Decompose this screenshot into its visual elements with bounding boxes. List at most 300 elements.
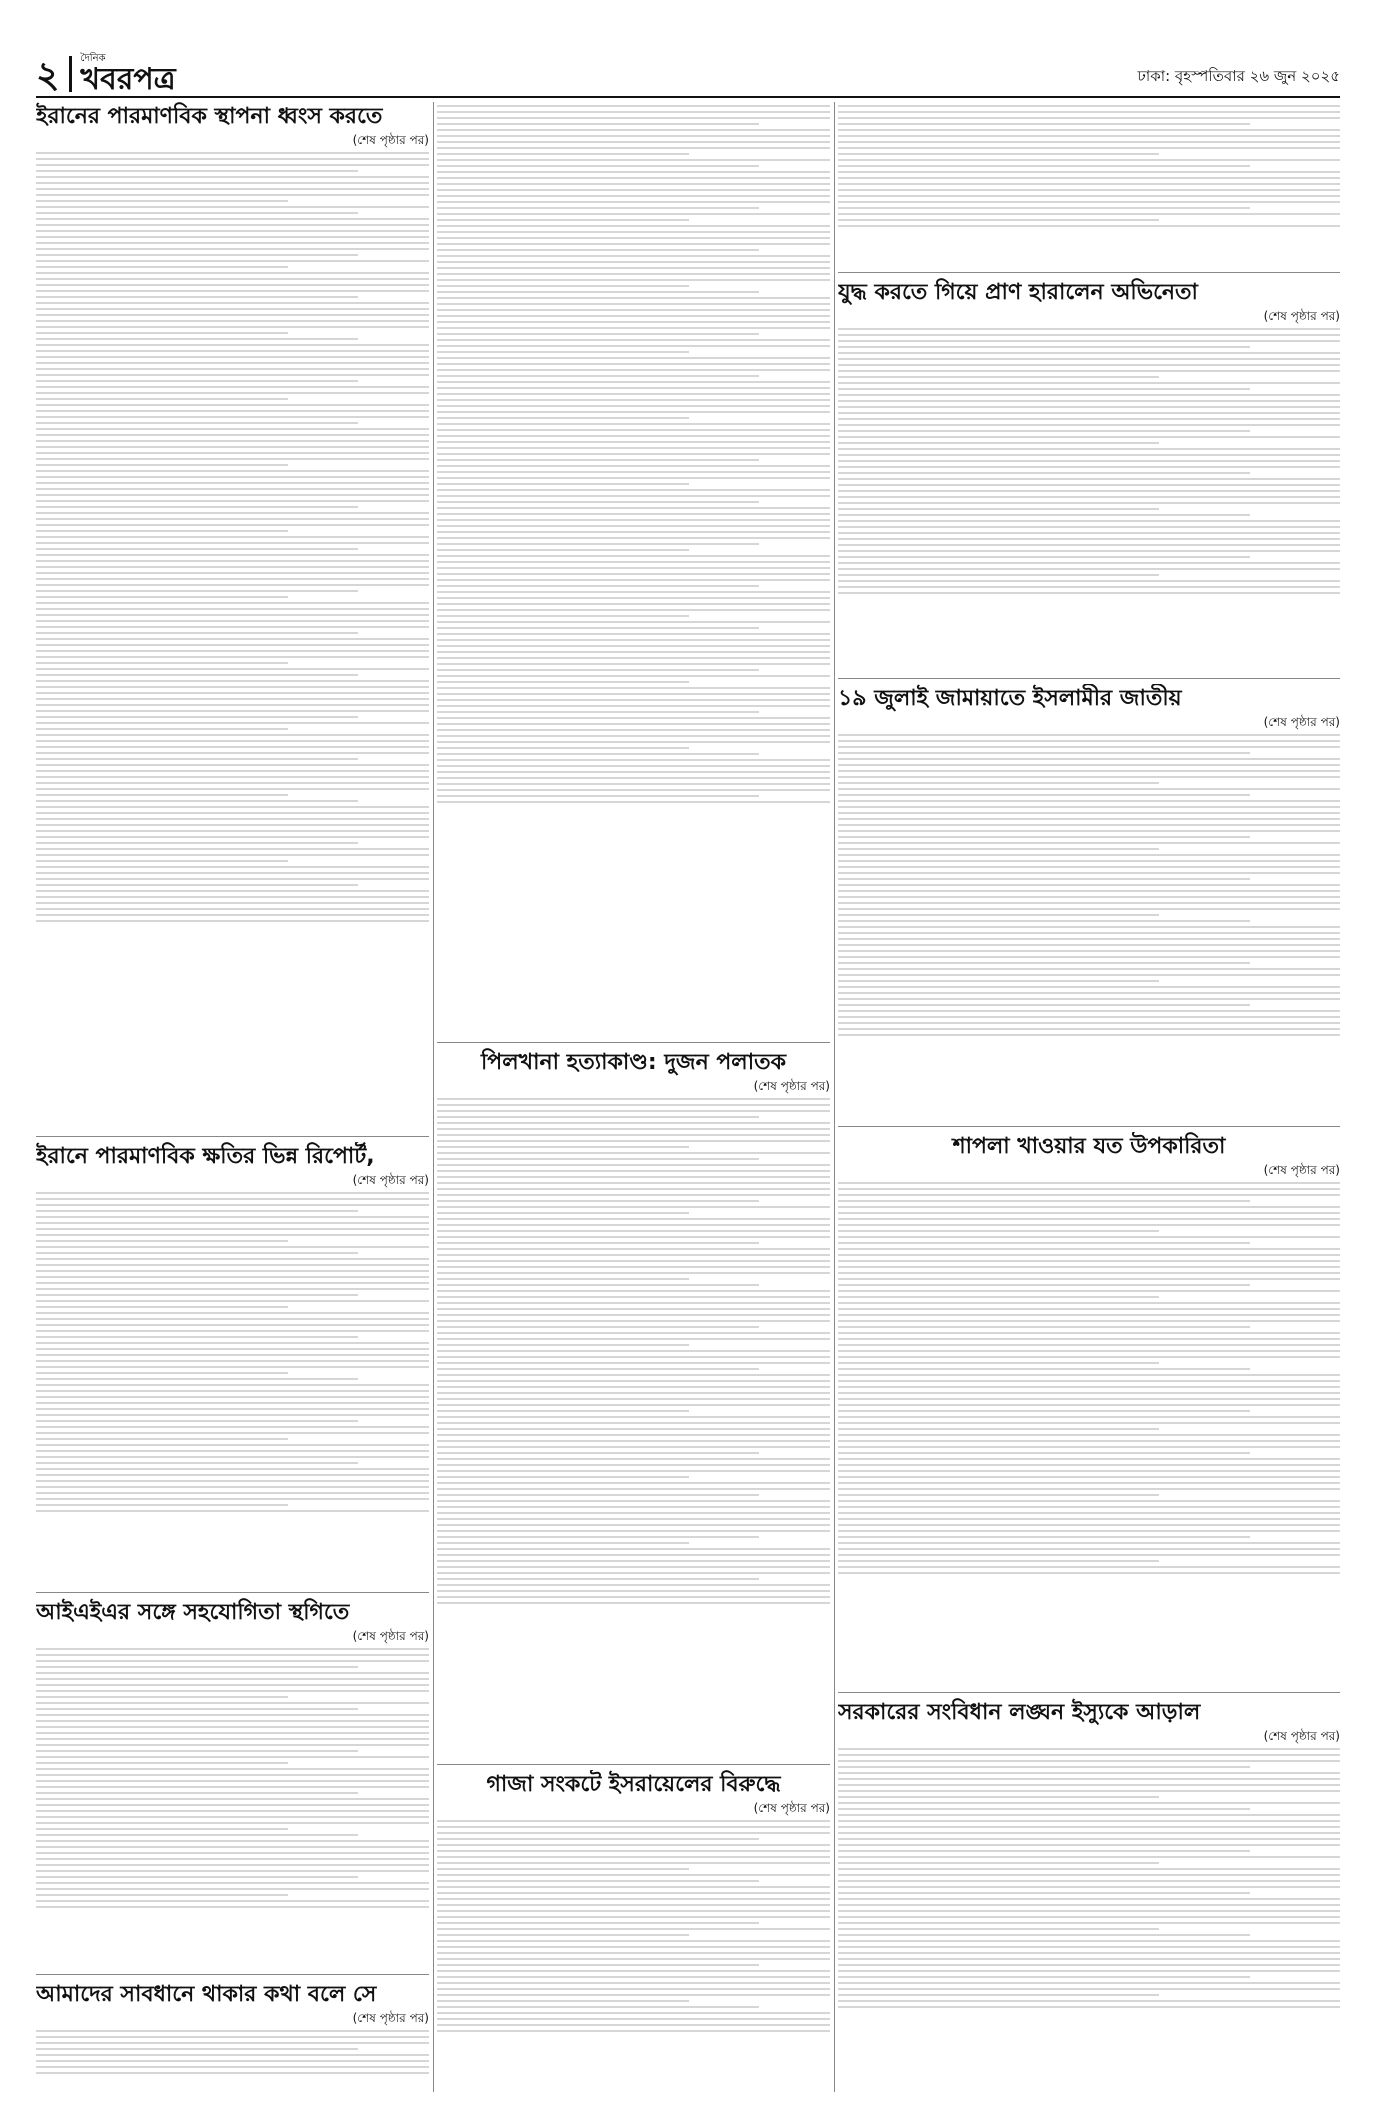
masthead-divider [69, 56, 72, 92]
newspaper-logo-small: দৈনিক [80, 53, 106, 64]
text-line-placeholder [437, 1416, 830, 1418]
text-line-placeholder [437, 111, 830, 113]
text-line-placeholder [36, 596, 288, 598]
text-line-placeholder [838, 872, 1340, 874]
text-line-placeholder [36, 650, 429, 652]
text-line-placeholder [36, 806, 429, 808]
text-line-placeholder [838, 183, 1340, 185]
text-line-placeholder [36, 1204, 429, 1206]
text-line-placeholder [36, 470, 429, 472]
text-line-placeholder [36, 1438, 288, 1440]
text-line-placeholder [437, 537, 830, 539]
text-line-placeholder [36, 1840, 429, 1842]
text-line-placeholder [838, 1296, 1159, 1298]
text-line-placeholder [838, 1476, 1340, 1478]
text-line-placeholder [437, 1548, 830, 1550]
article-headline: আমাদের সাবধানে থাকার কথা বলে সে [36, 1982, 377, 2007]
text-line-placeholder [838, 1464, 1340, 1466]
text-line-placeholder [437, 1356, 830, 1358]
text-line-placeholder [838, 478, 1340, 480]
article-headline: আইএইএর সঙ্গে সহযোগিতা স্থগিতে [36, 1600, 350, 1625]
column-rule [433, 102, 434, 2092]
text-line-placeholder [838, 502, 1340, 504]
text-line-placeholder [838, 1964, 1340, 1966]
text-line-placeholder [838, 1904, 1340, 1906]
text-line-placeholder [437, 681, 689, 683]
text-line-placeholder [437, 1560, 830, 1562]
text-line-placeholder [36, 854, 429, 856]
text-line-placeholder [36, 170, 358, 172]
text-line-placeholder [838, 1272, 1340, 1274]
text-line-placeholder [437, 141, 830, 143]
text-line-placeholder [437, 327, 830, 329]
text-line-placeholder [838, 770, 1340, 772]
text-line-placeholder [838, 424, 1340, 426]
text-line-placeholder [36, 1192, 429, 1194]
text-line-placeholder [838, 956, 1340, 958]
text-line-placeholder [838, 836, 1250, 838]
text-line-placeholder [437, 1892, 830, 1894]
text-line-placeholder [36, 860, 288, 862]
text-line-placeholder [437, 1248, 830, 1250]
article-continued: (শেষ পৃষ্ঠার পর) [1263, 309, 1340, 323]
text-line-placeholder [36, 2036, 429, 2038]
text-line-placeholder [36, 1402, 429, 1404]
text-line-placeholder [437, 1098, 830, 1100]
text-line-placeholder [36, 2060, 429, 2062]
text-line-placeholder [437, 165, 759, 167]
text-line-placeholder [437, 795, 759, 797]
news-article [437, 102, 830, 1040]
text-line-placeholder [36, 1444, 429, 1446]
text-line-placeholder [838, 1826, 1340, 1828]
article-body-placeholder [838, 734, 1340, 1036]
text-line-placeholder [838, 358, 1340, 360]
text-line-placeholder [36, 878, 429, 880]
text-line-placeholder [437, 2006, 759, 2008]
text-line-placeholder [437, 1272, 830, 1274]
text-line-placeholder [437, 381, 830, 383]
text-line-placeholder [437, 1434, 830, 1436]
text-line-placeholder [36, 152, 429, 154]
text-line-placeholder [437, 1110, 830, 1112]
text-line-placeholder [437, 1934, 689, 1936]
text-line-placeholder [36, 764, 429, 766]
text-line-placeholder [437, 1242, 759, 1244]
text-line-placeholder [36, 188, 429, 190]
text-line-placeholder [437, 405, 830, 407]
text-line-placeholder [36, 224, 429, 226]
text-line-placeholder [437, 1820, 830, 1822]
text-line-placeholder [36, 1420, 358, 1422]
text-line-placeholder [838, 556, 1250, 558]
text-line-placeholder [36, 1222, 429, 1224]
text-line-placeholder [36, 566, 429, 568]
text-line-placeholder [36, 2030, 429, 2032]
text-line-placeholder [437, 1970, 830, 1972]
text-line-placeholder [36, 1372, 288, 1374]
text-line-placeholder [437, 291, 759, 293]
text-line-placeholder [36, 1834, 358, 1836]
text-line-placeholder [838, 1482, 1340, 1484]
text-line-placeholder [437, 1862, 830, 1864]
text-line-placeholder [36, 1246, 429, 1248]
text-line-placeholder [36, 1696, 288, 1698]
text-line-placeholder [437, 1988, 830, 1990]
text-line-placeholder [36, 320, 429, 322]
text-line-placeholder [36, 638, 429, 640]
text-line-placeholder [437, 1284, 759, 1286]
text-line-placeholder [838, 1254, 1340, 1256]
text-line-placeholder [838, 1200, 1250, 1202]
text-line-placeholder [437, 501, 759, 503]
text-line-placeholder [838, 752, 1250, 754]
text-line-placeholder [437, 1188, 830, 1190]
text-line-placeholder [838, 1224, 1340, 1226]
text-line-placeholder [437, 723, 830, 725]
text-line-placeholder [838, 866, 1340, 868]
text-line-placeholder [838, 848, 1159, 850]
text-line-placeholder [838, 1428, 1159, 1430]
text-line-placeholder [36, 1264, 429, 1266]
text-line-placeholder [838, 592, 1340, 594]
text-line-placeholder [36, 740, 429, 742]
text-line-placeholder [36, 434, 429, 436]
text-line-placeholder [437, 435, 830, 437]
text-line-placeholder [437, 711, 759, 713]
column-3 [838, 102, 1340, 2092]
text-line-placeholder [838, 580, 1340, 582]
text-line-placeholder [437, 1290, 830, 1292]
text-line-placeholder [838, 1754, 1340, 1756]
text-line-placeholder [36, 1240, 288, 1242]
text-line-placeholder [838, 1548, 1340, 1550]
text-line-placeholder [36, 902, 429, 904]
text-line-placeholder [437, 1398, 830, 1400]
text-line-placeholder [838, 890, 1340, 892]
text-line-placeholder [36, 728, 288, 730]
text-line-placeholder [36, 1348, 429, 1350]
text-line-placeholder [36, 1288, 429, 1290]
text-line-placeholder [437, 171, 830, 173]
text-line-placeholder [437, 1826, 830, 1828]
text-line-placeholder [36, 1690, 429, 1692]
text-line-placeholder [838, 412, 1340, 414]
text-line-placeholder [36, 362, 429, 364]
text-line-placeholder [437, 1320, 830, 1322]
text-line-placeholder [437, 423, 830, 425]
text-line-placeholder [838, 1790, 1340, 1792]
text-line-placeholder [838, 1368, 1250, 1370]
text-line-placeholder [36, 614, 429, 616]
text-line-placeholder [36, 644, 429, 646]
text-line-placeholder [36, 662, 288, 664]
article-continued: (শেষ পৃষ্ঠার পর) [753, 1801, 830, 1815]
text-line-placeholder [36, 1282, 429, 1284]
text-line-placeholder [437, 249, 759, 251]
text-line-placeholder [36, 1300, 429, 1302]
text-line-placeholder [437, 1212, 689, 1214]
text-line-placeholder [838, 1566, 1340, 1568]
text-line-placeholder [437, 123, 759, 125]
text-line-placeholder [838, 1820, 1340, 1822]
text-line-placeholder [437, 591, 830, 593]
text-line-placeholder [838, 544, 1340, 546]
text-line-placeholder [437, 1404, 830, 1406]
text-line-placeholder [838, 568, 1340, 570]
text-line-placeholder [437, 345, 830, 347]
text-line-placeholder [437, 1266, 830, 1268]
text-line-placeholder [838, 968, 1340, 970]
text-line-placeholder [437, 2012, 830, 2014]
text-line-placeholder [437, 585, 759, 587]
text-line-placeholder [36, 1900, 429, 1902]
text-line-placeholder [838, 1784, 1340, 1786]
article-headline: ১৯ জুলাই জামায়াতে ইসলামীর জাতীয় [838, 686, 1182, 711]
article-continued: (শেষ পৃষ্ঠার পর) [352, 2011, 429, 2025]
text-line-placeholder [437, 621, 830, 623]
text-line-placeholder [36, 866, 429, 868]
text-line-placeholder [36, 824, 429, 826]
page-number: ২ [36, 55, 60, 96]
text-line-placeholder [36, 554, 429, 556]
text-line-placeholder [437, 663, 830, 665]
article-body-placeholder [437, 1820, 830, 2032]
text-line-placeholder [36, 1768, 429, 1770]
text-line-placeholder [36, 1870, 429, 1872]
text-line-placeholder [36, 1882, 429, 1884]
text-line-placeholder [36, 914, 429, 916]
text-line-placeholder [838, 1488, 1340, 1490]
text-line-placeholder [36, 1684, 429, 1686]
text-line-placeholder [36, 1366, 429, 1368]
text-line-placeholder [838, 189, 1340, 191]
text-line-placeholder [838, 782, 1159, 784]
text-line-placeholder [437, 135, 830, 137]
text-line-placeholder [36, 368, 429, 370]
text-line-placeholder [838, 776, 1340, 778]
text-line-placeholder [838, 1536, 1250, 1538]
text-line-placeholder [838, 1248, 1340, 1250]
text-line-placeholder [36, 314, 429, 316]
text-line-placeholder [838, 980, 1159, 982]
text-line-placeholder [36, 518, 429, 520]
text-line-placeholder [36, 1450, 429, 1452]
text-line-placeholder [437, 1140, 830, 1142]
text-line-placeholder [838, 1898, 1340, 1900]
text-line-placeholder [838, 974, 1340, 976]
text-line-placeholder [437, 1868, 689, 1870]
text-line-placeholder [838, 1446, 1340, 1448]
text-line-placeholder [437, 1158, 759, 1160]
text-line-placeholder [36, 848, 429, 850]
text-line-placeholder [437, 525, 830, 527]
text-line-placeholder [437, 1536, 759, 1538]
text-line-placeholder [437, 1176, 830, 1178]
text-line-placeholder [36, 440, 429, 442]
text-line-placeholder [437, 1200, 759, 1202]
news-article [36, 1142, 429, 1590]
text-line-placeholder [437, 471, 830, 473]
text-line-placeholder [36, 1888, 429, 1890]
text-line-placeholder [437, 633, 830, 635]
text-line-placeholder [36, 1654, 429, 1656]
text-line-placeholder [36, 356, 429, 358]
article-continued: (শেষ পৃষ্ঠার পর) [352, 1173, 429, 1187]
article-separator [437, 1764, 830, 1765]
text-line-placeholder [838, 466, 1340, 468]
text-line-placeholder [36, 482, 429, 484]
text-line-placeholder [838, 328, 1340, 330]
text-line-placeholder [437, 1850, 830, 1852]
text-line-placeholder [437, 639, 830, 641]
text-line-placeholder [838, 225, 1340, 227]
news-article [838, 1132, 1340, 1690]
text-line-placeholder [838, 1386, 1340, 1388]
text-line-placeholder [36, 1876, 358, 1878]
text-line-placeholder [838, 153, 1159, 155]
text-line-placeholder [36, 1822, 429, 1824]
text-line-placeholder [838, 926, 1340, 928]
article-separator [838, 1126, 1340, 1127]
article-body-placeholder [36, 2030, 429, 2074]
text-line-placeholder [36, 1672, 429, 1674]
text-line-placeholder [838, 123, 1250, 125]
text-line-placeholder [36, 632, 358, 634]
article-separator [838, 678, 1340, 679]
text-line-placeholder [838, 818, 1340, 820]
text-line-placeholder [838, 854, 1340, 856]
text-line-placeholder [437, 1464, 830, 1466]
text-line-placeholder [838, 992, 1340, 994]
text-line-placeholder [838, 586, 1340, 588]
text-line-placeholder [36, 380, 358, 382]
text-line-placeholder [36, 2072, 429, 2074]
text-line-placeholder [437, 717, 830, 719]
text-line-placeholder [437, 195, 830, 197]
text-line-placeholder [838, 394, 1340, 396]
article-separator [36, 1592, 429, 1593]
text-line-placeholder [838, 1236, 1340, 1238]
text-line-placeholder [838, 2006, 1340, 2008]
text-line-placeholder [36, 422, 358, 424]
text-line-placeholder [437, 447, 830, 449]
text-line-placeholder [437, 1590, 830, 1592]
text-line-placeholder [36, 782, 429, 784]
text-line-placeholder [36, 1498, 429, 1500]
text-line-placeholder [838, 1506, 1340, 1508]
text-line-placeholder [36, 1804, 429, 1806]
text-line-placeholder [437, 1104, 830, 1106]
text-line-placeholder [36, 1714, 429, 1716]
text-line-placeholder [437, 2024, 830, 2026]
text-line-placeholder [838, 800, 1340, 802]
article-separator [36, 1136, 429, 1137]
text-line-placeholder [437, 801, 830, 803]
text-line-placeholder [838, 1542, 1340, 1544]
text-line-placeholder [838, 1404, 1340, 1406]
text-line-placeholder [36, 1678, 429, 1680]
text-line-placeholder [437, 351, 689, 353]
text-line-placeholder [838, 824, 1340, 826]
text-line-placeholder [838, 334, 1340, 336]
text-line-placeholder [437, 579, 830, 581]
text-line-placeholder [36, 1894, 288, 1896]
text-line-placeholder [36, 1462, 358, 1464]
text-line-placeholder [36, 212, 358, 214]
text-line-placeholder [36, 1330, 429, 1332]
news-article [36, 1980, 429, 2092]
text-line-placeholder [838, 842, 1340, 844]
news-article [36, 1598, 429, 1970]
text-line-placeholder [437, 399, 830, 401]
text-line-placeholder [838, 764, 1340, 766]
text-line-placeholder [437, 1116, 759, 1118]
text-line-placeholder [838, 896, 1340, 898]
text-line-placeholder [437, 2030, 830, 2032]
text-line-placeholder [838, 1928, 1159, 1930]
text-line-placeholder [36, 266, 288, 268]
text-line-placeholder [838, 806, 1340, 808]
text-line-placeholder [437, 489, 830, 491]
text-line-placeholder [437, 243, 830, 245]
text-line-placeholder [36, 674, 358, 676]
text-line-placeholder [437, 393, 830, 395]
text-line-placeholder [36, 164, 429, 166]
text-line-placeholder [437, 465, 830, 467]
text-line-placeholder [36, 2054, 429, 2056]
text-line-placeholder [437, 297, 830, 299]
text-line-placeholder [838, 944, 1340, 946]
text-line-placeholder [838, 352, 1340, 354]
text-line-placeholder [437, 1518, 830, 1520]
text-line-placeholder [437, 609, 830, 611]
text-line-placeholder [36, 812, 429, 814]
text-line-placeholder [36, 1270, 429, 1272]
text-line-placeholder [36, 1648, 429, 1650]
text-line-placeholder [437, 1958, 830, 1960]
text-line-placeholder [437, 279, 830, 281]
text-line-placeholder [437, 273, 830, 275]
text-line-placeholder [36, 1360, 429, 1362]
text-line-placeholder [838, 1290, 1340, 1292]
text-line-placeholder [437, 1254, 830, 1256]
text-line-placeholder [36, 704, 429, 706]
text-line-placeholder [36, 1798, 429, 1800]
text-line-placeholder [36, 404, 429, 406]
text-line-placeholder [838, 1976, 1250, 1978]
text-line-placeholder [36, 686, 429, 688]
text-line-placeholder [36, 206, 429, 208]
text-line-placeholder [437, 651, 830, 653]
article-body-placeholder [838, 105, 1340, 227]
text-line-placeholder [437, 735, 830, 737]
text-line-placeholder [36, 1738, 429, 1740]
text-line-placeholder [36, 410, 429, 412]
text-line-placeholder [36, 392, 429, 394]
article-headline: শাপলা খাওয়ার যত উপকারিতা [952, 1134, 1226, 1159]
text-line-placeholder [838, 1188, 1340, 1190]
news-article [36, 102, 429, 1134]
text-line-placeholder [437, 159, 830, 161]
text-line-placeholder [838, 1440, 1340, 1442]
text-line-placeholder [36, 608, 429, 610]
text-line-placeholder [838, 213, 1340, 215]
text-line-placeholder [838, 550, 1340, 552]
text-line-placeholder [838, 884, 1340, 886]
text-line-placeholder [437, 1916, 830, 1918]
text-line-placeholder [838, 454, 1340, 456]
